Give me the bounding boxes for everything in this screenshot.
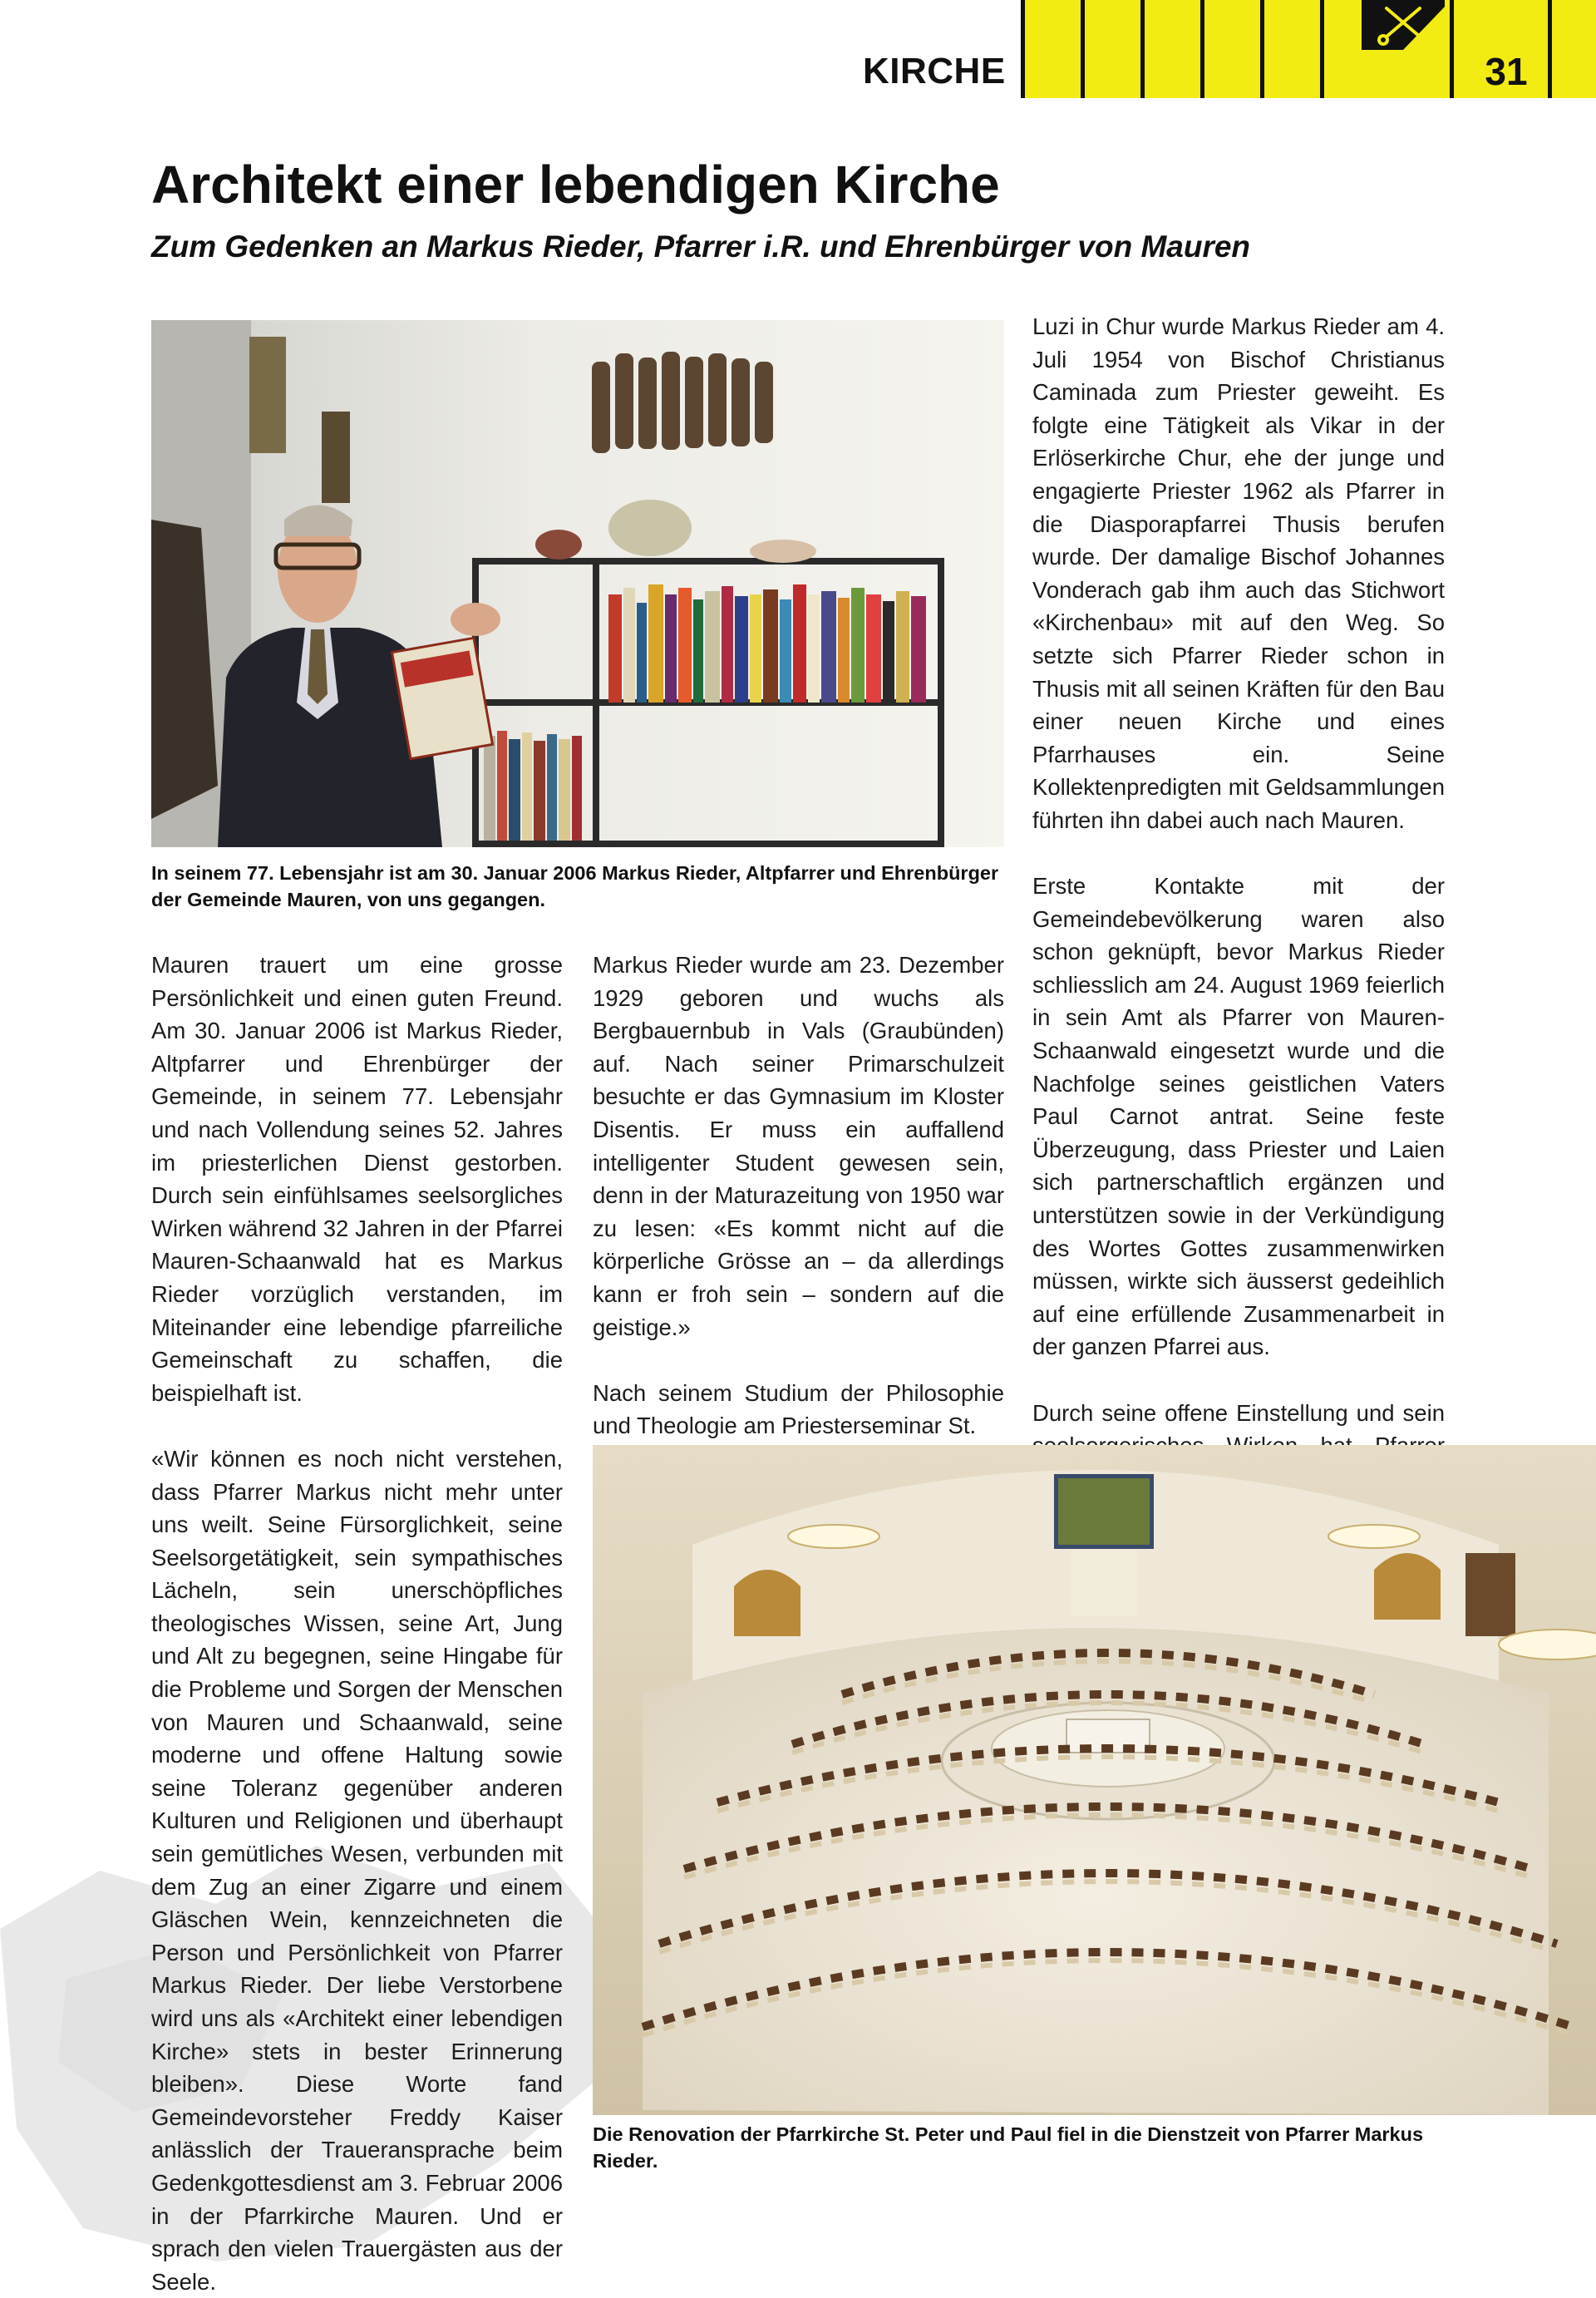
paragraph: Durch seine offene Einstellung und sein <box>1032 1399 1445 1426</box>
paragraph: Nach seinem Studium der Philosophie und Theologie am Priesterseminar St. <box>593 1379 1004 1439</box>
photo2-caption: Die Renovation der Pfarrkirche St. Peter und Paul fiel in die Dienstzeit von Pfarrer Markus Rieder. <box>593 2123 1424 2172</box>
paragraph: Luzi in Chur wurde Markus Rieder am 4. Juli 1954 von Bischof Christianus Caminada zum Priester geweiht. Es folgte eine Tätigkeit als Vikar in der Erlöserkirche Chur, ehe der junge und engagierte Priester 1962 als Pfarrer in die Diasporapfarrei Thusis berufen wurde. Der damalige Bischof Johannes Vonderach gab ihm auch das Stichwort «Kirchenbau» mit auf den Weg. So setzte sich Pfarrer Rieder schon in Thusis mit all seinen Kräften für den Bau einer neuen Kirche und eines Pfarrhauses ein. Seine Kollektenpredigten mit Geldsammlungen führten ihn dabei auch nach Mauren. <box>1032 313 1445 833</box>
page-number: 31 <box>1485 50 1528 93</box>
paragraph: Markus Rieder wurde am 23. Dezember 1929 geboren und wuchs als Bergbauernbub in Vals (Graubünden) auf. Nach seiner Primarschulzeit besuchte er das Gymnasium im Kloster Disentis. Er muss ein auffallend intelligenter Student gewesen sein, denn in der Maturazeitung von 1950 war zu lesen: «Es kommt nicht auf die körperliche Grösse an – da allerdings kann er froh sein – sondern auf die geistige.» <box>593 952 1004 1340</box>
paragraph: Erste Kontakte mit der Gemeindebevölkerung waren also schon geknüpft, bevor Markus Rieder schliesslich am 24. August 1969 feierlich in sein Amt als Pfarrer von Mauren-Schaanwald eingesetzt wurde und die Nachfolge seines geistlichen Vaters Paul Carnot antrat. Seine feste Überzeugung, dass Priester und Laien sich partnerschaftlich ergänzen und unterstützen sowie in der Verkündigung des Wortes Gottes zusammenwirken müssen, wirkte sich äusserst gedeihlich auf eine erfüllende Zusammenarbeit in der ganzen Pfarrei aus. <box>1032 873 1445 1360</box>
section-label: KIRCHE <box>863 51 1006 91</box>
crossed-keys-crest-icon <box>1362 0 1445 50</box>
article-subtitle: Zum Gedenken an Markus Rieder, Pfarrer i.R. und Ehrenbürger von Mauren <box>151 229 1251 264</box>
paragraph: Mauren trauert um eine grosse Persönlichkeit und einen guten Freund. Am 30. Januar 2006 ist Markus Rieder, Altpfarrer und Ehrenbürger der Gemeinde, in seinem 77. Lebensjahr und nach Vollendung seines 52. Jahres im priesterlichen Dienst gestorben. Durch sein einfühlsames seelsorgliches Wirken während 32 Jahren in der Pfarrei Mauren-Schaanwald hat es Markus Rieder vorzüglich verstanden, im Miteinander eine lebendige pfarreiliche Gemeinschaft zu schaffen, die beispielhaft ist. <box>151 952 563 1406</box>
article-title: Architekt einer lebendigen Kirche <box>151 155 1000 215</box>
article-column-3 <box>1032 310 1445 1528</box>
article-column-1 <box>151 949 563 2298</box>
photo-church-interior <box>593 1445 1596 2115</box>
paragraph: «Wir können es noch nicht verstehen, dass Pfarrer Markus nicht mehr unter uns weilt. Seine Fürsorglichkeit, seine Seelsorgetätigkeit, sein sympathisches Lächeln, sein unerschöpfliches theologisches Wissen, seine Art, Jung und Alt zu begegnen, seine Hingabe für die Probleme und Sorgen der Menschen von Mauren und Schaanwald, seine moderne und offene Haltung sowie seine Toleranz gegenüber anderen Kulturen und Religionen und überhaupt sein gemütliches Wesen, verbunden mit dem Zug an einer Zigarre und einem Gläschen Wein, kennzeichneten die Person und Persönlichkeit von Pfarrer Markus Rieder. Der liebe Verstorbene wird uns als «Architekt einer lebendigen Kirche» stets in bester Erinnerung bleiben». Diese Worte fand Gemeindevorsteher Freddy Kaiser anlässlich der Traueransprache beim Gedenkgottesdienst am 3. Februar 2006 in der Pfarrkirche Mauren. Und er sprach den vielen Trauergästen aus der Seele. <box>151 1445 563 2295</box>
photo1-caption: In seinem 77. Lebensjahr ist am 30. Januar 2006 Markus Rieder, Altpfarrer und Ehrenbürger der Gemeinde Mauren, von uns gegangen. <box>151 862 999 910</box>
article-column-2 <box>593 949 1004 1442</box>
photo-markus-rieder-bookshelf <box>151 320 1004 847</box>
